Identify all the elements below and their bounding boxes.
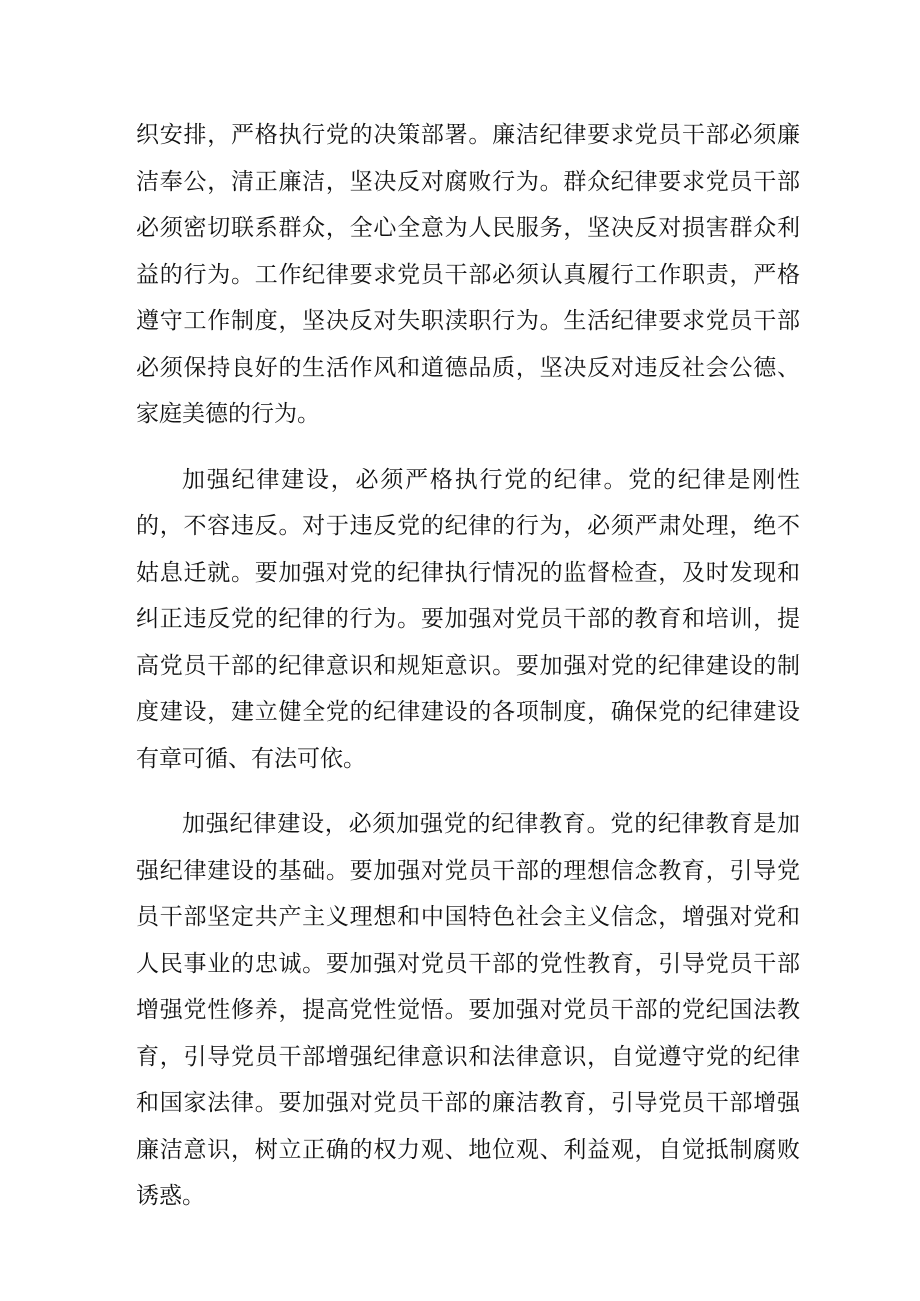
paragraph-continuation: 织安排，严格执行党的决策部署。廉洁纪律要求党员干部必须廉洁奉公，清正廉洁，坚决反对腐败行为。群众纪律要求党员干部必须密切联系群众，全心全意为人民服务，坚决反对损害群众利益的行为。工作纪律要求党员干部必须认真履行工作职责，严格遵守工作制度，坚决反对失职渎职行为。生活纪律要求党员干部必须保持良好的生活作风和道德品质，坚决反对违反社会公德、家庭美德的行为。 xyxy=(136,122,800,427)
paragraph-discipline-education: 加强纪律建设，必须加强党的纪律教育。党的纪律教育是加强纪律建设的基础。要加强对党员干部的理想信念教育，引导党员干部坚定共产主义理想和中国特色社会主义信念，增强对党和人民事业的忠诚。要加强对党员干部的党性教育，引导党员干部增强党性修养，提高党性觉悟。要加强对党员干部的党纪国法教育，引导党员干部增强纪律意识和法律意识，自觉遵守党的纪律和国家法律。要加强对党员干部的廉洁教育，引导党员干部增强廉洁意识，树立正确的权力观、地位观、利益观，自觉抵制腐败诱惑。 xyxy=(136,811,800,1209)
paragraph-strict-discipline: 加强纪律建设，必须严格执行党的纪律。党的纪律是刚性的，不容违反。对于违反党的纪律的行为，必须严肃处理，绝不姑息迁就。要加强对党的纪律执行情况的监督检查，及时发现和纠正违反党的纪律的行为。要加强对党员干部的教育和培训，提高党员干部的纪律意识和规矩意识。要加强对党的纪律建设的制度建设，建立健全党的纪律建设的各项制度，确保党的纪律建设有章可循、有法可依。 xyxy=(136,466,800,772)
document-body xyxy=(136,112,800,1220)
